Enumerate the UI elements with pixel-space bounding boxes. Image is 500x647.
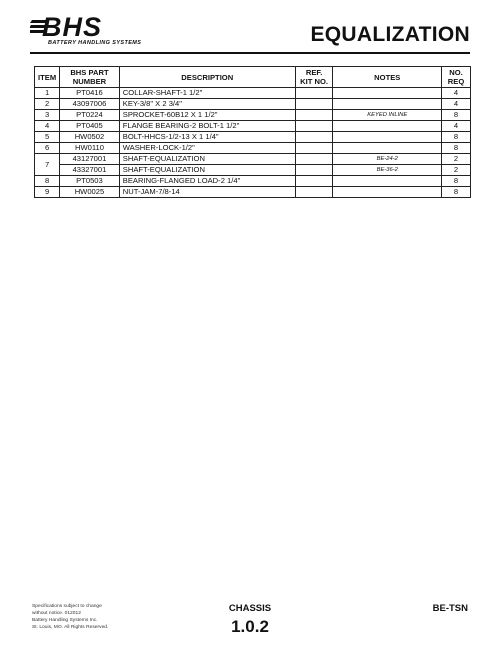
cell-notes: BE-24-2 — [333, 154, 442, 165]
cell-qty: 2 — [442, 165, 471, 176]
table-row — [35, 154, 471, 165]
header-rule — [30, 52, 470, 54]
cell-part-number: HW0502 — [60, 132, 120, 143]
cell-ref-kit — [295, 110, 333, 121]
cell-description: WASHER-LOCK-1/2" — [119, 143, 295, 154]
col-header-qty-line1: NO. — [449, 68, 463, 77]
cell-notes — [333, 88, 442, 99]
col-header-description: DESCRIPTION — [119, 67, 295, 88]
cell-part-number: PT0405 — [60, 121, 120, 132]
cell-description: SPROCKET-60B12 X 1 1/2" — [119, 110, 295, 121]
cell-notes — [333, 132, 442, 143]
footer-model-code: BE-TSN — [432, 603, 468, 614]
cell-part-number: PT0224 — [60, 110, 120, 121]
col-header-part-number-line2: NUMBER — [72, 77, 107, 86]
legal-line: without notice. 012012 — [32, 611, 81, 616]
cell-item: 9 — [35, 187, 60, 198]
cell-description: SHAFT-EQUALIZATION — [119, 154, 295, 165]
cell-description: COLLAR-SHAFT-1 1/2" — [119, 88, 295, 99]
col-header-item: ITEM — [35, 67, 60, 88]
cell-ref-kit — [295, 154, 333, 165]
footer-page-number: 1.0.2 — [231, 617, 269, 636]
bhs-logo — [30, 13, 145, 51]
cell-qty: 4 — [442, 121, 471, 132]
logo-subtitle: BATTERY HANDLING SYSTEMS — [48, 40, 142, 46]
legal-line: Battery Handling Systems Inc. — [32, 618, 98, 623]
cell-item: 1 — [35, 88, 60, 99]
table-row — [35, 110, 471, 121]
col-header-part-number-line1: BHS PART — [70, 68, 109, 77]
col-header-qty-line2: REQ — [447, 77, 465, 86]
cell-notes — [333, 121, 442, 132]
cell-qty: 8 — [442, 176, 471, 187]
cell-part-number: HW0025 — [60, 187, 120, 198]
table-row — [35, 121, 471, 132]
col-header-ref-kit — [295, 67, 333, 88]
cell-qty: 4 — [442, 88, 471, 99]
cell-notes — [333, 187, 442, 198]
legal-line: Specifications subject to change — [32, 604, 102, 609]
cell-ref-kit — [295, 187, 333, 198]
cell-ref-kit — [295, 99, 333, 110]
cell-part-number: 43127001 — [60, 154, 120, 165]
cell-ref-kit — [295, 176, 333, 187]
cell-qty: 2 — [442, 154, 471, 165]
logo-text: BHS — [42, 12, 103, 42]
table-row — [35, 88, 471, 99]
cell-notes: BE-36-2 — [333, 165, 442, 176]
table-row — [35, 99, 471, 110]
cell-notes: KEYED INLINE — [333, 110, 442, 121]
legal-line: St. Louis, MO. All Rights Reserved. — [32, 625, 109, 630]
table-row — [35, 187, 471, 198]
cell-notes — [333, 99, 442, 110]
table-row — [35, 143, 471, 154]
table-row — [35, 165, 471, 176]
col-header-qty — [442, 67, 471, 88]
cell-part-number: 43097006 — [60, 99, 120, 110]
cell-qty: 8 — [442, 110, 471, 121]
cell-description: SHAFT-EQUALIZATION — [119, 165, 295, 176]
cell-item: 7 — [35, 154, 60, 176]
cell-item: 2 — [35, 99, 60, 110]
cell-qty: 8 — [442, 143, 471, 154]
cell-ref-kit — [295, 121, 333, 132]
cell-part-number: 43327001 — [60, 165, 120, 176]
cell-part-number: PT0503 — [60, 176, 120, 187]
col-header-ref-kit-line1: REF. — [305, 68, 323, 77]
table-row — [35, 132, 471, 143]
cell-item: 6 — [35, 143, 60, 154]
cell-part-number: PT0416 — [60, 88, 120, 99]
cell-ref-kit — [295, 88, 333, 99]
cell-notes — [333, 176, 442, 187]
table-row — [35, 176, 471, 187]
cell-ref-kit — [295, 143, 333, 154]
col-header-ref-kit-line2: KIT NO. — [300, 77, 328, 86]
cell-qty: 8 — [442, 132, 471, 143]
cell-description: KEY-3/8" X 2 3/4" — [119, 99, 295, 110]
cell-item: 4 — [35, 121, 60, 132]
cell-ref-kit — [295, 165, 333, 176]
parts-table — [34, 66, 471, 198]
cell-notes — [333, 143, 442, 154]
cell-ref-kit — [295, 132, 333, 143]
cell-description: FLANGE BEARING-2 BOLT-1 1/2" — [119, 121, 295, 132]
cell-description: NUT-JAM-7/8-14 — [119, 187, 295, 198]
cell-description: BEARING-FLANGED LOAD-2 1/4" — [119, 176, 295, 187]
page-title: EQUALIZATION — [310, 23, 470, 46]
col-header-notes: NOTES — [333, 67, 442, 88]
footer-section-name: CHASSIS — [228, 603, 272, 614]
cell-item: 3 — [35, 110, 60, 121]
cell-description: BOLT-HHCS-1/2-13 X 1 1/4" — [119, 132, 295, 143]
col-header-part-number — [60, 67, 120, 88]
cell-part-number: HW0110 — [60, 143, 120, 154]
cell-qty: 4 — [442, 99, 471, 110]
cell-item: 8 — [35, 176, 60, 187]
cell-qty: 8 — [442, 187, 471, 198]
table-header-row — [35, 67, 471, 88]
cell-item: 5 — [35, 132, 60, 143]
